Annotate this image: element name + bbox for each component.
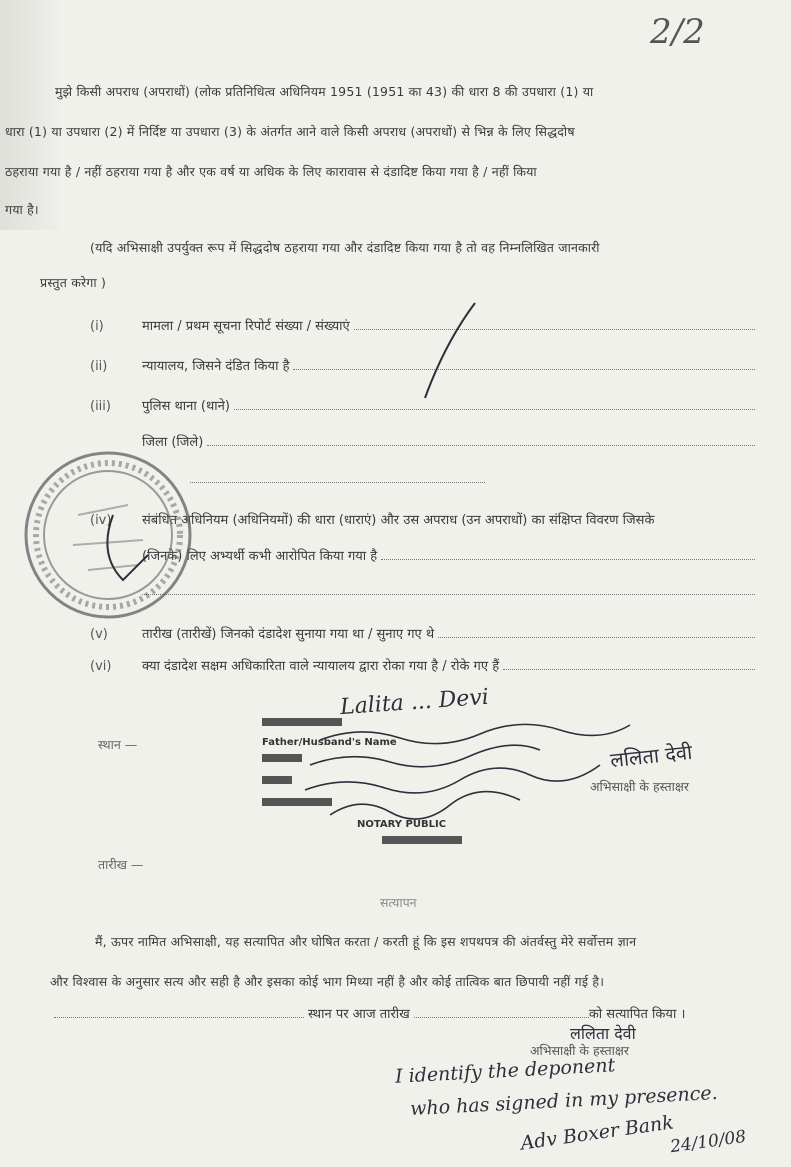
fill-blank xyxy=(190,482,485,483)
fill-blank xyxy=(54,1005,304,1018)
item-text: न्यायालय, जिसने दंडित किया है xyxy=(142,359,290,374)
round-seal-stamp xyxy=(18,445,198,625)
deponent-signature-2: ललिता देवी xyxy=(570,1024,636,1043)
place-label: स्थान — xyxy=(98,737,138,752)
item-vi xyxy=(90,656,755,674)
signature-date: 24/10/08 xyxy=(668,1126,748,1158)
fill-blank xyxy=(438,625,755,638)
item-number: (i) xyxy=(90,319,104,334)
fill-blank xyxy=(414,1005,589,1018)
verification-line: और विश्वास के अनुसार सत्य और सही है और इसका कोई भाग मिथ्या नहीं है और कोई तात्विक बात छिपायी नहीं गई है। xyxy=(50,974,605,989)
item-number: (iii) xyxy=(90,399,111,414)
page-number: 2/2 xyxy=(650,12,705,52)
verification-line: मैं, ऊपर नामित अभिसाक्षी, यह सत्यापित और घोषित करता / करती हूं कि इस शपथपत्र की अंतर्वस्तु मेरे सर्वोत्तम ज्ञान xyxy=(95,934,637,949)
verified-end-text: को सत्यापित किया । xyxy=(588,1007,686,1022)
verification-paragraph xyxy=(50,922,760,1002)
item-number: (vi) xyxy=(90,659,112,674)
item-number: (iv) xyxy=(90,513,112,528)
item-text: मामला / प्रथम सूचना रिपोर्ट संख्या / संख्याएं xyxy=(142,319,350,334)
verification-heading: सत्यापन xyxy=(380,895,417,910)
verified-line xyxy=(50,1004,740,1022)
item-text: संबंधित अधिनियम (अधिनियमों) की धारा (धाराएं) और उस अपराध (उन अपराधों) का संक्षिप्त विवरण जिसके xyxy=(142,513,655,528)
scribbled-details xyxy=(300,720,660,830)
intro-line: धारा (1) या उपधारा (2) में निर्दिष्ट या उपधारा (3) के अंतर्गत आने वाले किसी अपराध (अपराधों) से भिन्न के लिए सिद्धदोष xyxy=(5,124,575,139)
intro-line: ठहराया गया है / नहीं ठहराया गया है और एक वर्ष या अधिक के लिए कारावास से दंडादिष्ट किया गया है / नहीं किया xyxy=(5,164,537,179)
condition-line: (यदि अभिसाक्षी उपर्युक्त रूप में सिद्धदोष ठहराया गया और दंडादिष्ट किया गया है तो वह निम्नलिखित जानकारी xyxy=(90,240,600,255)
stamp-notary-public: NOTARY PUBLIC xyxy=(357,819,447,830)
handwritten-name: Lalita ... Devi xyxy=(339,684,490,721)
signature-label: अभिसाक्षी के हस्ताक्षर xyxy=(590,779,689,794)
item-district xyxy=(142,432,755,450)
identification-note-2: who has signed in my presence. xyxy=(409,1081,719,1121)
signature-label-2: अभिसाक्षी के हस्ताक्षर xyxy=(530,1043,629,1058)
identification-note-1: I identify the deponent xyxy=(394,1054,616,1088)
intro-paragraph xyxy=(5,72,760,228)
item-text: जिला (जिले) xyxy=(142,435,204,450)
item-v xyxy=(90,624,755,642)
date-label: तारीख — xyxy=(98,857,144,872)
pen-cancel-stroke xyxy=(415,298,535,408)
fill-blank xyxy=(207,433,755,446)
item-text: (जिनके) लिए अभ्यर्थी कभी आरोपित किया गया है xyxy=(142,549,378,564)
fill-blank xyxy=(142,594,755,595)
item-text: तारीख (तारीखें) जिनको दंडादेश सुनाया गया था / सुनाए गए थे xyxy=(142,627,435,642)
item-number: (ii) xyxy=(90,359,108,374)
condition-paragraph xyxy=(40,228,760,298)
intro-line: गया है। xyxy=(5,202,39,217)
deponent-signature: ललिता देवी xyxy=(609,739,694,773)
fill-blank xyxy=(381,547,755,560)
fill-blank xyxy=(503,657,755,670)
stamp-father-line: Father/Husband's Name xyxy=(262,737,397,748)
advocate-signature: Adv Boxer Bank xyxy=(519,1111,675,1155)
intro-line: मुझे किसी अपराध (अपराधों) (लोक प्रतिनिधित्व अधिनियम 1951 (1951 का 43) की धारा 8 की उपधारा (1) या xyxy=(55,84,594,99)
item-text: पुलिस थाना (थाने) xyxy=(142,399,230,414)
item-iv-cont xyxy=(142,546,755,564)
item-number: (v) xyxy=(90,627,108,642)
fill-blank xyxy=(354,317,755,330)
item-text: क्या दंडादेश सक्षम अधिकारिता वाले न्यायालय द्वारा रोका गया है / रोके गए हैं xyxy=(142,659,500,674)
condition-line: प्रस्तुत करेगा ) xyxy=(40,275,107,290)
verified-place-text: स्थान पर आज तारीख xyxy=(308,1007,410,1022)
